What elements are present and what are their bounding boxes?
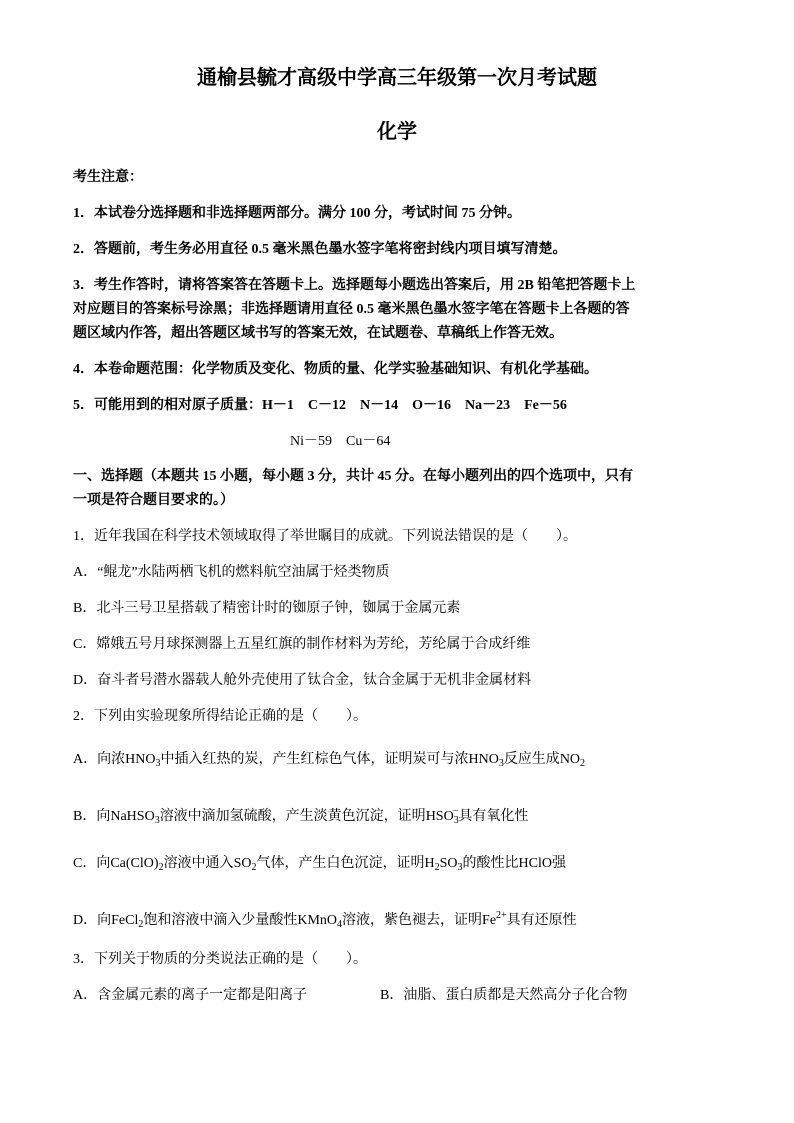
notice-item: 3．考生作答时，请将答案答在答题卡上。选择题每小题选出答案后，用 2B 铅笔把答题卡上: [73, 278, 636, 293]
section-heading: 一项是符合题目要求的。）: [73, 493, 234, 508]
notice-item: 题区域内作答，超出答题区域书写的答案无效，在试题卷、草稿纸上作答无效。: [73, 326, 563, 341]
option-a: A．“鲲龙”水陆两栖飞机的燃料航空油属于烃类物质: [73, 565, 390, 580]
question-stem: 3．下列关于物质的分类说法正确的是（ ）。: [73, 952, 367, 967]
option-d: D．向FeCl$_2$饱和溶液中滴入少量酸性KMnO$_4$溶液，紫色褪去，证明$Fe^{2+}$具有还原性: [73, 910, 577, 930]
subject-title: 化学: [377, 121, 417, 143]
atomic-mass-line: Ni－59 Cu－64: [290, 434, 391, 449]
notice-item: 1．本试卷分选择题和非选择题两部分。满分 100 分，考试时间 75 分钟。: [73, 206, 521, 221]
option-b: B．向NaHSO$_3$溶液中滴加氢硫酸，产生淡黄色沉淀，证明$HSO_3^-$具有氧化性: [73, 806, 529, 826]
notice-item: 对应题目的答案标号涂黑；非选择题请用直径 0.5 毫米黑色墨水签字笔在答题卡上各题的答: [73, 302, 630, 317]
question-stem: 1．近年我国在科学技术领域取得了举世瞩目的成就。下列说法错误的是（ ）。: [73, 529, 577, 544]
option-d: D．奋斗者号潜水器载人舱外壳使用了钛合金，钛合金属于无机非金属材料: [73, 673, 532, 688]
exam-title: 通榆县毓才高级中学高三年级第一次月考试题: [197, 67, 597, 89]
notice-item: 4．本卷命题范围：化学物质及变化、物质的量、化学实验基础知识、有机化学基础。: [73, 362, 598, 377]
option-b: B．北斗三号卫星搭载了精密计时的铷原子钟，铷属于金属元素: [73, 601, 461, 616]
question-stem: 2．下列由实验现象所得结论正确的是（ ）。: [73, 709, 367, 724]
option-a: A．向浓$HNO_3$中插入红热的炭，产生红棕色气体，证明炭可与浓$HNO_3$反应生成$NO_2$: [73, 752, 586, 769]
section-heading: 一、选择题（本题共 15 小题，每小题 3 分，共计 45 分。在每小题列出的四个选项中，只有: [73, 469, 633, 484]
option-a: A．含金属元素的离子一定都是阳离子: [73, 988, 308, 1003]
notice-heading: 考生注意：: [73, 170, 143, 185]
option-c: C．嫦娥五号月球探测器上五星红旗的制作材料为芳纶，芳纶属于合成纤维: [73, 637, 531, 652]
option-b: B．油脂、蛋白质都是天然高分子化合物: [380, 988, 628, 1003]
option-c: C．向$Ca(ClO)_2$溶液中通入$SO_2$气体，产生白色沉淀，证明$H_2SO_3$的酸性比HClO强: [73, 856, 566, 873]
notice-item: 2．答题前，考生务必用直径 0.5 毫米黑色墨水签字笔将密封线内项目填写清楚。: [73, 242, 567, 257]
notice-item: 5．可能用到的相对原子质量：H－1 C－12 N－14 O－16 Na－23 Fe－56: [73, 398, 567, 413]
